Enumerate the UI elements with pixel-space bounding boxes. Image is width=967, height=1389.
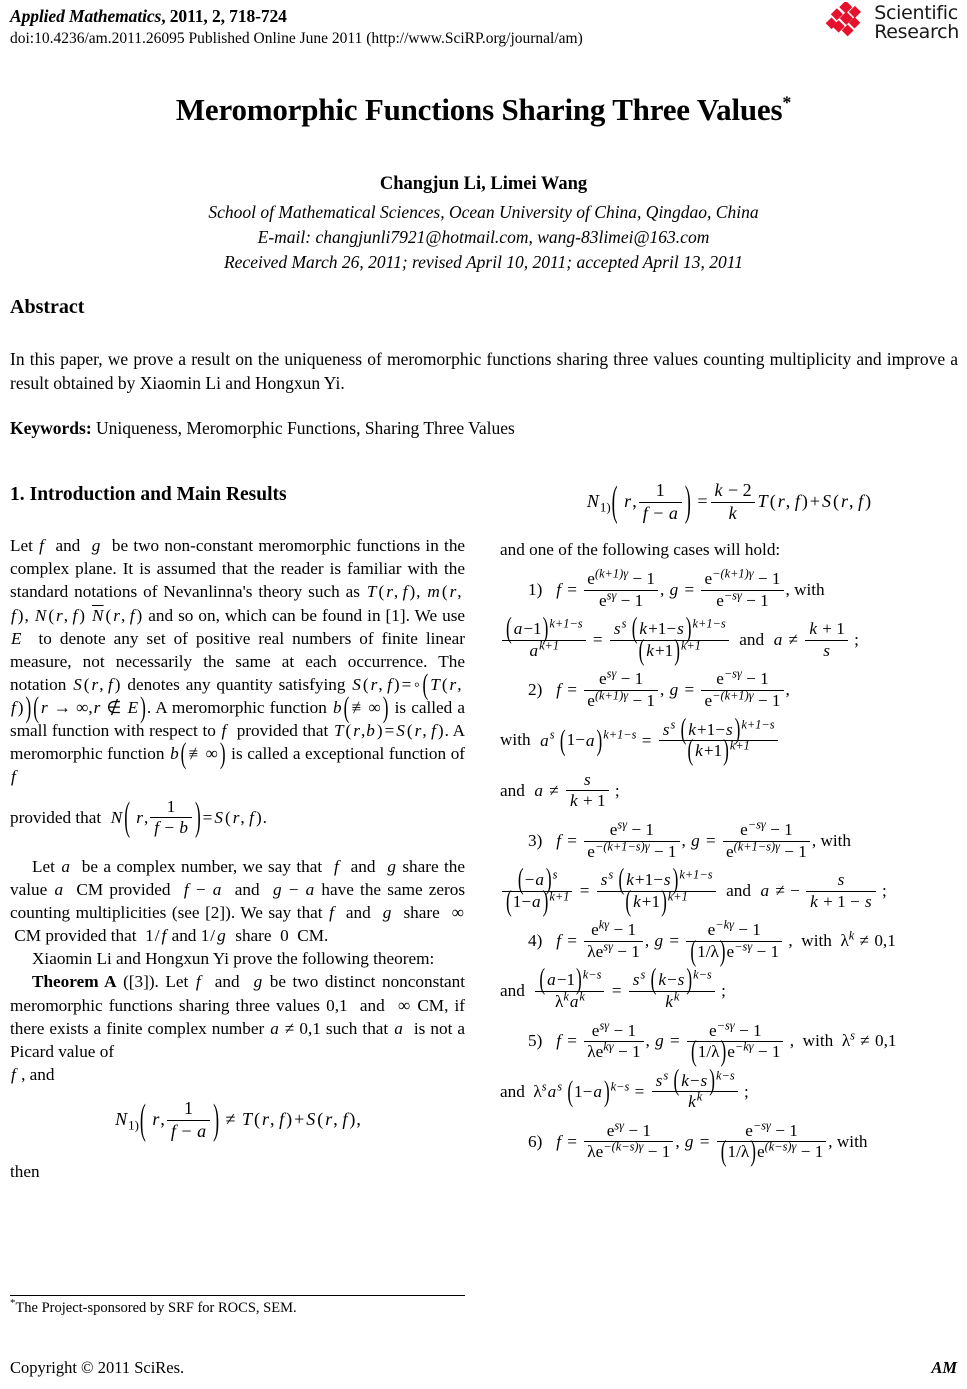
text-frag: . A meromorphic function bbox=[10, 721, 466, 764]
case-label: 2) bbox=[528, 680, 543, 700]
paragraph-prior-work: Xiaomin Li and Hongxun Yi prove the following theorem: bbox=[32, 949, 435, 969]
case-label: 3) bbox=[528, 830, 543, 850]
text-frag: Let bbox=[32, 856, 55, 876]
case-label: 6) bbox=[528, 1131, 543, 1151]
text-frag: with bbox=[802, 1031, 834, 1051]
text-frag: and bbox=[234, 879, 260, 899]
scientific-research-diamond-icon bbox=[825, 2, 867, 44]
publisher-name-line2: Research bbox=[874, 21, 959, 43]
paragraph-then: then bbox=[10, 1161, 40, 1181]
text-frag: . A meromorphic function bbox=[146, 698, 327, 718]
case-4-condition: and $\frac{( a-1)^{k-s}}{\lambda^ka^k}$ = $\frac{s^s ( k-s )^{k-s}}{k^k}$ ; bbox=[500, 962, 726, 1011]
text-frag: ([3]). bbox=[123, 972, 159, 992]
footnote-body: The Project-sponsored by SRF for ROCS, SEM. bbox=[15, 1300, 297, 1316]
equation-main-result: $N_{1)}$( r, $\frac{1}{f - a}$ ) = $\frac{k - 2}{k}$ T ( r, f ) + S ( r, f ) bbox=[586, 477, 872, 525]
journal-citation-line bbox=[10, 6, 830, 27]
text-frag: have the same zeros counting multiplicities (see [2]). We say that bbox=[10, 879, 466, 922]
paragraph-sharing-definition: Let a be a complex number, we say that f and g share the value a CM provided f − a and g − a have the same zeros counting multiplicities (see [2]). We say that f and g share ∞ CM provided that 1/ f and 1/ g share 0 CM. bbox=[10, 856, 466, 946]
case-label: 1) bbox=[528, 580, 543, 600]
text-frag: and bbox=[500, 981, 525, 1001]
abstract-heading: Abstract bbox=[10, 296, 85, 318]
section-heading bbox=[10, 482, 465, 508]
text-frag: is called a exceptional function of bbox=[231, 744, 466, 764]
text-frag: with bbox=[801, 931, 832, 951]
paragraph-cases-lead: and one of the following cases will hold: bbox=[500, 539, 781, 559]
publisher-name bbox=[874, 1, 959, 43]
text-frag: and bbox=[214, 972, 240, 992]
section-number: 1. bbox=[10, 484, 25, 505]
case-1-condition: $\frac{( a-1)^{k+1-s}}{a^{k+1}}$ = $\frac{s^s ( k+1-s )^{k+1-s}}{( k+1)^{k+1}}$ and a ≠ $\frac{k + 1}{s}$ ; bbox=[500, 621, 958, 661]
text-frag: CM provided that bbox=[14, 926, 137, 946]
column-left bbox=[10, 482, 465, 1183]
affiliation: School of Mathematical Sciences, Ocean University of China, Qingdao, China bbox=[208, 202, 759, 222]
journal-abbreviation: AM bbox=[931, 1358, 957, 1377]
case-3-condition: $\frac{(-a )^s}{(1-a )^{k+1}}$ = $\frac{s^s ( k+1-s )^{k+1-s}}{( k+1)^{k+1}}$ and a ≠ − $\frac{s}{k + 1 - s}$ ; bbox=[500, 872, 958, 912]
case-5-condition: and $\lambda^sa^s$ (1−a )$^{k-s}$ = $\frac{s^s ( k-s )^{k-s}}{k^k}$ ; bbox=[500, 1062, 749, 1112]
text-frag: share bbox=[235, 926, 272, 946]
case-6-formula: 6) f = $\frac{e^{s\gamma} - 1}{\lambda e^{-(k-s)\gamma} - 1}$ , g = $\frac{e^{-s\gamma} - 1}{(1/\lambda)e^{(k-s)\gamma} - 1}$ , with bbox=[528, 1118, 868, 1168]
title-footnote-marker: * bbox=[782, 92, 792, 113]
text-frag: be a complex number, we say that bbox=[81, 856, 323, 876]
keywords-value: Uniqueness, Meromorphic Functions, Sharing Three Values bbox=[96, 418, 515, 438]
author-names: Changjun Li, Limei Wang bbox=[379, 174, 588, 194]
text-frag: with bbox=[500, 730, 531, 750]
paragraph-definitions: Let f and g be two non-constant meromorphic functions in the complex plane. It is assumed that the reader is familiar with the standard notations of Nevanlinna's theory such as T ( r, f ), m ( r, f ), N ( r, f ) $\overline{N}$ ( r, f ) and so on, which can be found in [1]. We use E to denote any set of positive real numbers of finite linear measure, not necessarily the same at each occurrence. The notation S ( r, f ) denotes any quantity satisfying S ( r, f ) =◦( T ( r, f ) ) ( r → ∞,r ∉ E ). A meromorphic function b ( ≢∞ ) is called a small function with respect to f provided that T ( r,b ) = S ( r, f ). A meromorphic function b ( ≢∞ ) is called a exceptional function of f bbox=[10, 536, 466, 787]
text-frag: and so on, which can be found in [1]. We use bbox=[148, 605, 466, 625]
text-frag: provided that bbox=[236, 721, 329, 741]
paragraph-exceptional-condition: provided that N ( r, $\frac{1}{f - b}$ ) = S ( r, f ). bbox=[10, 794, 267, 840]
case-1-formula: 1) f = $\frac{e^{(k+1)\gamma} - 1}{e^{s\gamma} - 1}$ , g = $\frac{e^{-(k+1)\gamma} - 1}{e^{-s\gamma} - 1}$ , with bbox=[528, 566, 825, 610]
text-frag: , and bbox=[21, 1064, 55, 1084]
section-title: Introduction and Main Results bbox=[29, 484, 287, 505]
column-right bbox=[500, 477, 958, 1173]
masthead bbox=[10, 6, 830, 48]
text-frag: is not a Picard value of bbox=[10, 1018, 466, 1061]
text-frag: to denote any set of positive real numbers of finite linear measure, not necessarily the same at each occurrence. The notation bbox=[10, 628, 465, 694]
copyright-notice: Copyright © 2011 SciRes. bbox=[10, 1358, 185, 1377]
text-frag: and bbox=[55, 536, 81, 556]
journal-volume-pages: , 2011, 2, 718-724 bbox=[161, 6, 287, 26]
text-frag: and bbox=[171, 926, 197, 946]
footnote-separator bbox=[10, 1295, 465, 1296]
text-frag: with bbox=[836, 1131, 868, 1151]
text-frag: and bbox=[739, 630, 765, 650]
email-values[interactable]: changjunli7921@hotmail.com, wang-83limei@163.com bbox=[315, 226, 710, 247]
text-frag: is called a small function with respect to bbox=[10, 698, 466, 741]
abstract-body: In this paper, we prove a result on the uniqueness of meromorphic functions sharing three values counting multiplicity and improve a result obtained by Xiaomin Li and Hongxun Yi. bbox=[10, 349, 958, 393]
text-frag: and bbox=[350, 856, 376, 876]
text-frag: share bbox=[403, 903, 440, 922]
case-3-formula: 3) f = $\frac{e^{s\gamma} - 1}{e^{-(k+1-s)\gamma} - 1}$ , g = $\frac{e^{-s\gamma} - 1}{e^{(k+1-s)\gamma} - 1}$ , with bbox=[528, 817, 851, 861]
case-label: 4) bbox=[528, 931, 543, 951]
footnote bbox=[10, 1297, 465, 1317]
case-5-formula: 5) f = $\frac{e^{s\gamma} - 1}{\lambda e^{k\gamma} - 1}$ , g = $\frac{e^{-s\gamma} - 1}{(1/\lambda)e^{-k\gamma} - 1}$ , with $\lambda^s \ne 0,1$ bbox=[528, 1017, 897, 1068]
text-frag: provided that bbox=[10, 807, 102, 827]
text-frag: be two distinct nonconstant meromorphic functions sharing three values bbox=[10, 972, 466, 1015]
text-frag: and bbox=[359, 995, 385, 1015]
text-frag: such that bbox=[325, 1018, 389, 1038]
footnote-marker: * bbox=[10, 1297, 16, 1310]
text-frag: Let bbox=[10, 536, 33, 556]
text-frag: CM provided bbox=[76, 879, 171, 899]
page-title bbox=[0, 92, 967, 128]
case-label: 5) bbox=[528, 1031, 543, 1051]
text-frag: denotes any quantity satisfying bbox=[127, 674, 346, 694]
doi-line: doi:10.4236/am.2011.26095 Published Online June 2011 (http://www.SciRP.org/journal/am) bbox=[10, 30, 583, 47]
text-frag: be two non-constant meromorphic functions in the complex plane. It is assumed that the reader is familiar with the standard notations of Nevanlinna's theory such as bbox=[10, 536, 466, 602]
text-frag: with bbox=[820, 830, 851, 850]
equation-theorem-a: $N_{1)}$( r, $\frac{1}{f - a}$ ) ≠ T ( r, f ) + S ( r, f ), bbox=[115, 1095, 361, 1143]
publisher-logo bbox=[825, 2, 959, 44]
text-frag: Let bbox=[165, 972, 189, 992]
journal-name: Applied Mathematics bbox=[10, 6, 162, 26]
theorem-label: Theorem A bbox=[32, 972, 117, 992]
email-label: E-mail bbox=[257, 226, 306, 247]
submission-dates: Received March 26, 2011; revised April 10, 2011; accepted April 13, 2011 bbox=[223, 251, 744, 272]
text-frag: CM. bbox=[297, 926, 329, 946]
text-frag: and bbox=[500, 1081, 525, 1101]
paragraph-theorem-a-cont: f , and bbox=[11, 1064, 55, 1084]
case-2-condition: with $a^s$ (1−a )$^{k+1-s}$ = $\frac{s^s ( k+1-s )^{k+1-s}}{( k+1)^{k+1}}$ bbox=[500, 721, 958, 761]
text-frag: CM, if there exists a finite complex number bbox=[10, 995, 466, 1038]
text-frag: share the value bbox=[10, 856, 466, 899]
paragraph-theorem-a: Theorem A ([3]). Let f and g be two distinct nonconstant meromorphic functions sharing three values 0,1 and ∞ CM, if there exists a finite complex number a ≠ 0,1 such that a is not a Picard value of bbox=[10, 972, 466, 1061]
author-affiliation-block bbox=[0, 200, 967, 275]
title-text: Meromorphic Functions Sharing Three Values bbox=[175, 92, 783, 127]
case-2-condition-2: and a ≠ $\frac{s}{k + 1}$ ; bbox=[500, 769, 620, 811]
keywords-label: Keywords: bbox=[10, 418, 92, 438]
text-frag: with bbox=[794, 580, 825, 600]
author-emails: E-mail: changjunli7921@hotmail.com, wang-83limei@163.com bbox=[257, 226, 710, 247]
publisher-name-line1: Scientific bbox=[874, 1, 958, 24]
case-2-formula: 2) f = $\frac{e^{s\gamma} - 1}{e^{(k+1)\gamma} - 1}$ , g = $\frac{e^{-s\gamma} - 1}{e^{-(k+1)\gamma} - 1}$ , bbox=[528, 666, 790, 711]
text-frag: and bbox=[345, 903, 371, 922]
text-frag: and bbox=[500, 780, 525, 800]
text-frag: and bbox=[726, 880, 751, 900]
keywords-line bbox=[10, 418, 958, 439]
case-4-formula: 4) f = $\frac{e^{k\gamma} - 1}{\lambda e^{s\gamma} - 1}$ , g = $\frac{e^{-k\gamma} - 1}{(1/\lambda)e^{-s\gamma} - 1}$ , with $\lambda^k \ne 0,1$ bbox=[528, 917, 896, 968]
